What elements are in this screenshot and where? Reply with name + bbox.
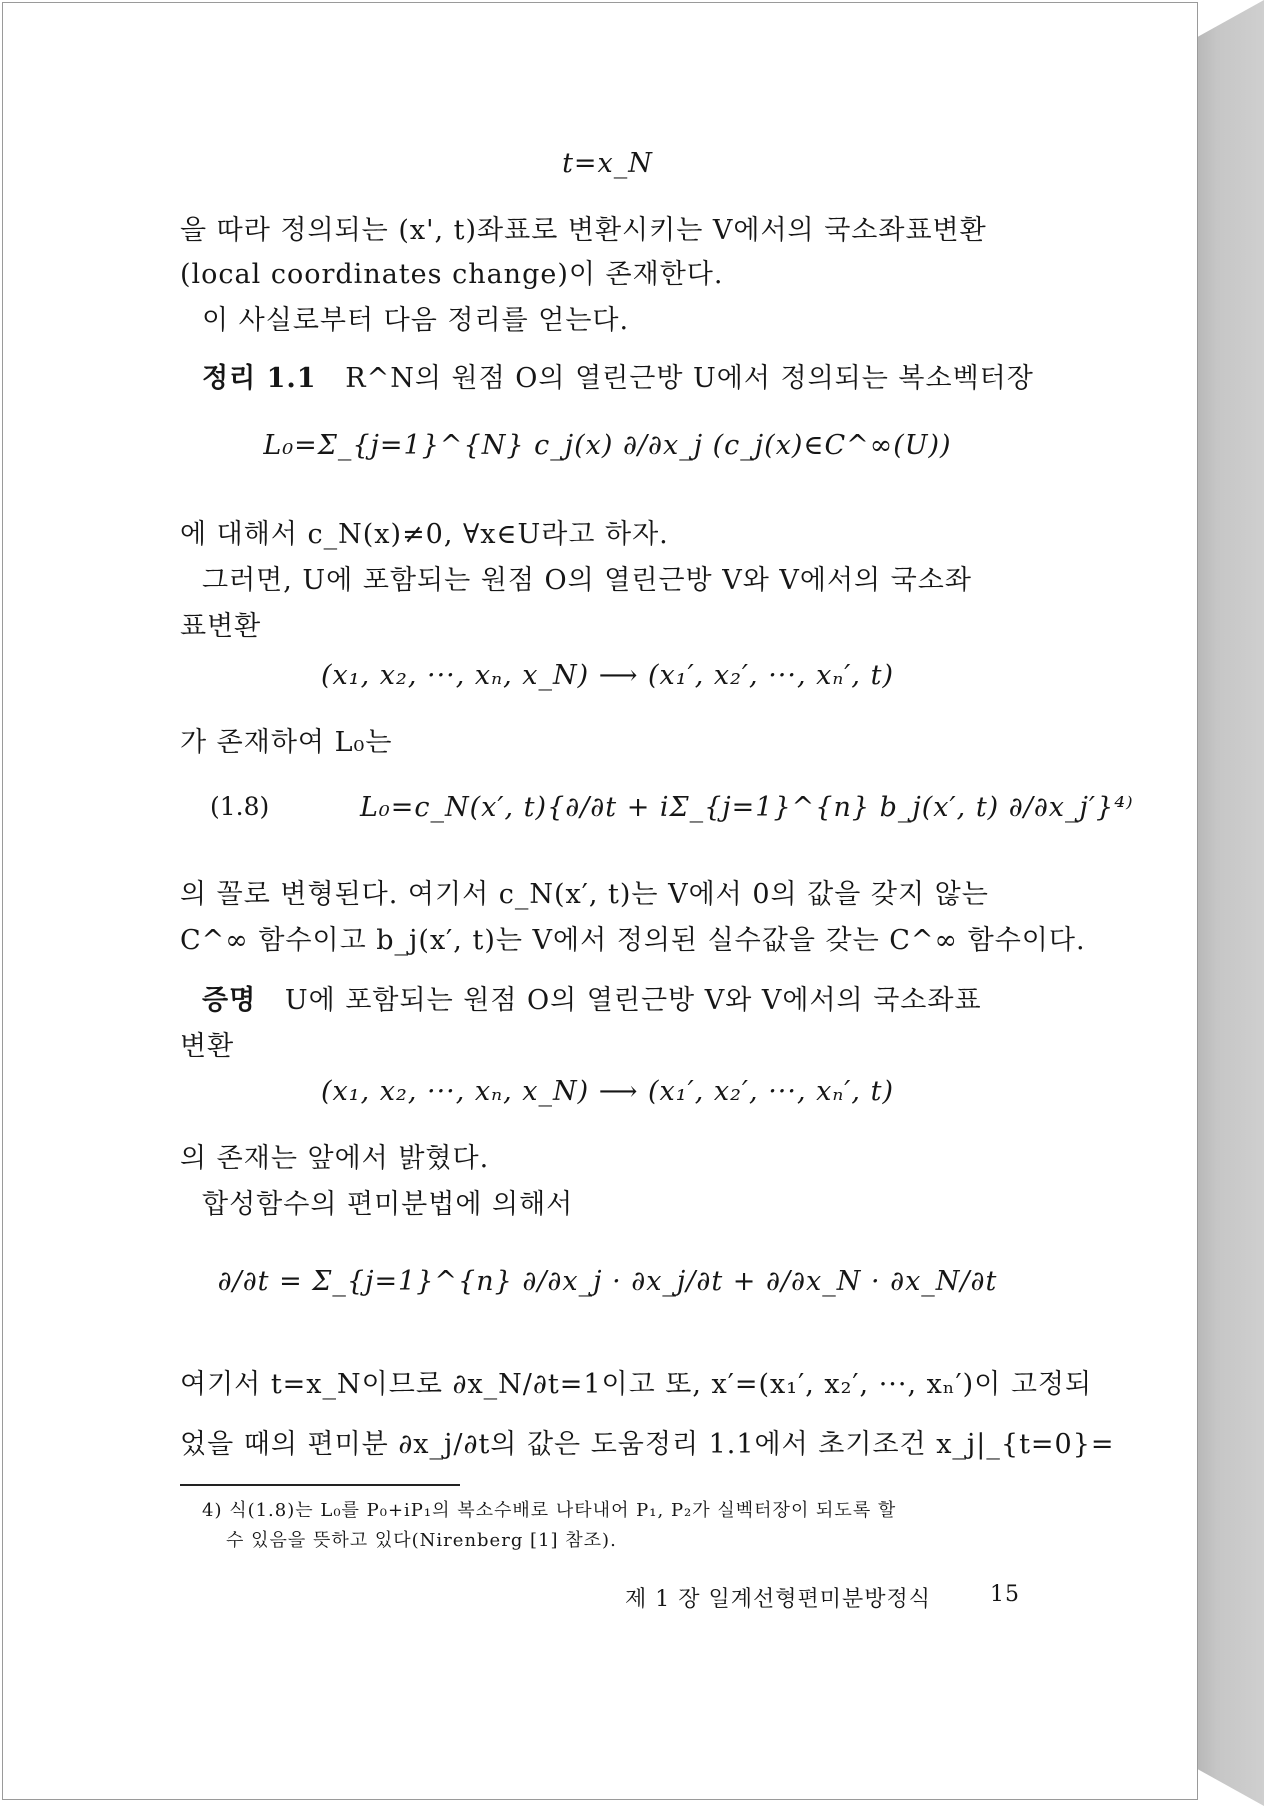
- page-number: 15: [990, 1582, 1020, 1607]
- paragraph-line: 에 대해서 c_N(x)≠0, ∀x∈U라고 하자.: [180, 519, 669, 550]
- paragraph-line: (local coordinates change)이 존재한다.: [180, 259, 724, 290]
- paragraph-line: 그러면, U에 포함되는 원점 O의 열린근방 V와 V에서의 국소좌: [202, 565, 972, 596]
- paragraph-line: 합성함수의 편미분법에 의해서: [202, 1189, 574, 1220]
- equation-number: (1.8): [210, 792, 270, 821]
- page-edge-shadow: [1192, 0, 1264, 1806]
- paragraph-line: 의 꼴로 변형된다. 여기서 c_N(x′, t)는 V에서 0의 값을 갖지 않는: [180, 879, 989, 910]
- running-footer-chapter: 제 1 장 일계선형편미분방정식: [625, 1587, 932, 1612]
- footnote-line: 수 있음을 뜻하고 있다(Nirenberg [1] 참조).: [226, 1530, 617, 1551]
- proof-text: U에 포함되는 원점 O의 열린근방 V와 V에서의 국소좌표: [284, 985, 982, 1016]
- paragraph-line: C^∞ 함수이고 b_j(x′, t)는 V에서 정의된 실수값을 갖는 C^∞ 함수이다.: [180, 925, 1086, 956]
- theorem-label: 정리 1.1: [202, 363, 317, 394]
- paragraph-line: 었을 때의 편미분 ∂x_j/∂t의 값은 도움정리 1.1에서 초기조건 x_j|_{t=0}=: [180, 1429, 1115, 1460]
- paragraph-line: 가 존재하여 L₀는: [180, 727, 393, 758]
- theorem-heading: [202, 356, 1034, 395]
- footnote-rule: [180, 1484, 460, 1486]
- footnote-line: 4) 식(1.8)는 L₀를 P₀+iP₁의 복소수배로 나타내어 P₁, P₂가 실벡터장이 되도록 할: [202, 1500, 897, 1521]
- paragraph-line: 이 사실로부터 다음 정리를 얻는다.: [202, 305, 630, 336]
- proof-heading: [202, 978, 982, 1017]
- paragraph-line: 표변환: [180, 611, 262, 642]
- paragraph-line: 의 존재는 앞에서 밝혔다.: [180, 1143, 490, 1174]
- proof-label: 증명: [202, 985, 257, 1016]
- equation-chain-rule: ∂/∂t = Σ_{j=1}^{n} ∂/∂x_j · ∂x_j/∂t + ∂/∂x_N · ∂x_N/∂t: [217, 1266, 998, 1297]
- paragraph-line: 변환: [180, 1031, 235, 1062]
- equation-map: (x₁, x₂, ···, xₙ, x_N) ⟶ (x₁′, x₂′, ···, xₙ′, t): [321, 1076, 894, 1107]
- paragraph-line: 여기서 t=x_N이므로 ∂x_N/∂t=1이고 또, x′=(x₁′, x₂′, ···, xₙ′)이 고정되: [180, 1369, 1093, 1400]
- equation-t: t=x_N: [562, 148, 653, 179]
- equation-L0: L₀=Σ_{j=1}^{N} c_j(x) ∂/∂x_j (c_j(x)∈C^∞(U)): [263, 430, 952, 461]
- paragraph-line: 을 따라 정의되는 (x', t)좌표로 변환시키는 V에서의 국소좌표변환: [180, 215, 987, 246]
- theorem-text: R^N의 원점 O의 열린근방 U에서 정의되는 복소벡터장: [345, 363, 1034, 394]
- equation-map: (x₁, x₂, ···, xₙ, x_N) ⟶ (x₁′, x₂′, ···, xₙ′, t): [321, 660, 894, 691]
- equation-1-8: L₀=c_N(x′, t){∂/∂t + iΣ_{j=1}^{n} b_j(x′, t) ∂/∂x_j′}⁴⁾: [360, 792, 1134, 823]
